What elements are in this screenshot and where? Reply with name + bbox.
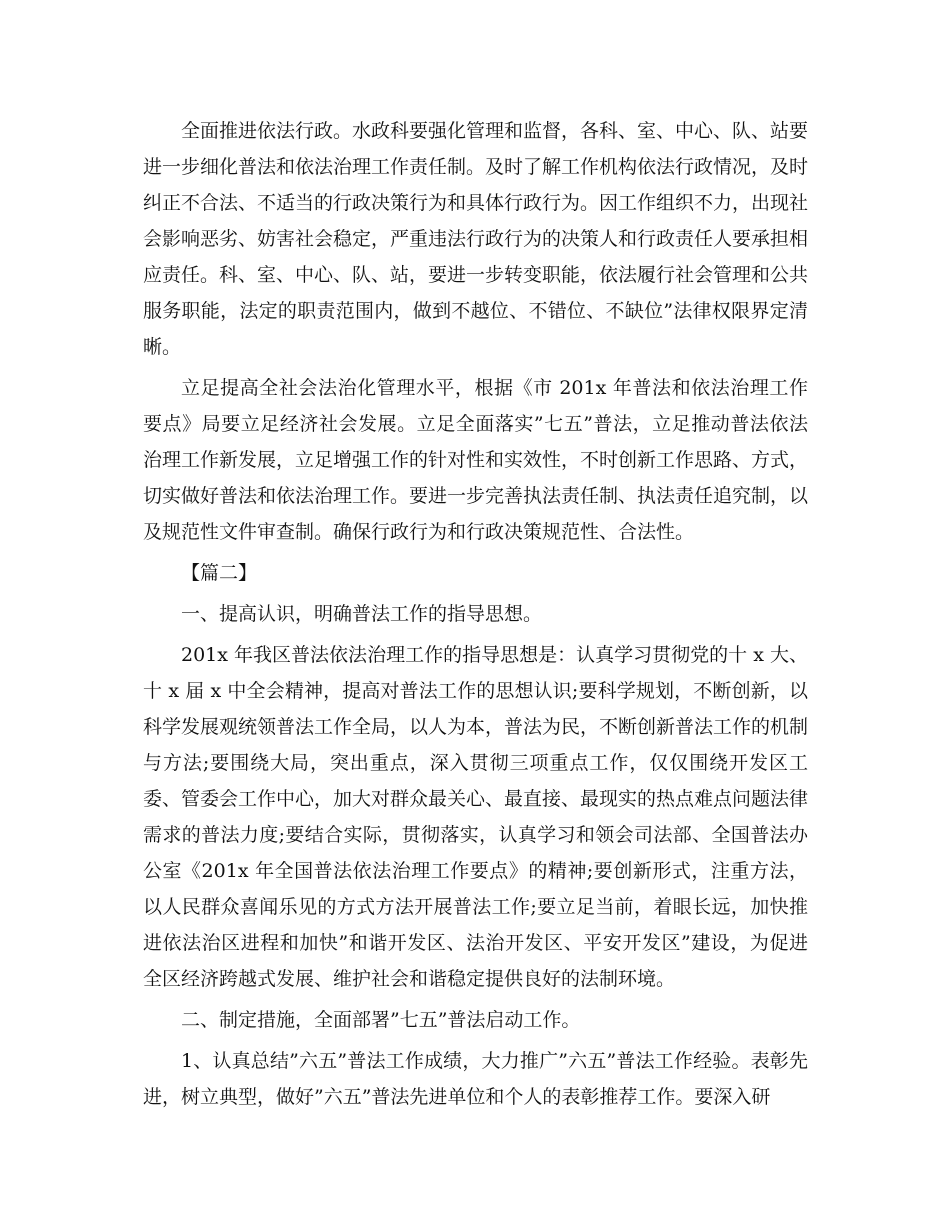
heading-one: 一、提高认识，明确普法工作的指导思想。 — [181, 603, 543, 625]
section-heading-part-two: 【篇二】 — [181, 562, 258, 584]
paragraph-item-one: 1、认真总结”六五”普法工作成绩，大力推广”六五”普法工作经验。表彰先进，树立典型，做好”六五”普法先进单位和个人的表彰推荐工作。要深入研 — [143, 1050, 808, 1108]
paragraph-rule-of-law-level: 立足提高全社会法治化管理水平，根据《市 201x 年普法和依法治理工作要点》局要立足经济社会发展。立足全面落实”七五”普法，立足推动普法依法治理工作新发展，立足增强工作的针对性和实效性，不时创新工作思路、方式，切实做好普法和依法治理工作。要进一步完善执法责任制、执法责任追究制，以及规范性文件审查制。确保行政行为和行政决策规范性、合法性。 — [143, 377, 809, 543]
document-body — [143, 113, 808, 1120]
paragraph-law-administration: 全面推进依法行政。水政科要强化管理和监督，各科、室、中心、队、站要进一步细化普法和依法治理工作责任制。及时了解工作机构依法行政情况，及时纠正不合法、不适当的行政决策行为和具体行政行为。因工作组织不力，出现社会影响恶劣、妨害社会稳定，严重违法行政行为的决策人和行政责任人要承担相应责任。科、室、中心、队、站，要进一步转变职能，依法履行社会管理和公共服务职能，法定的职责范围内，做到不越位、不错位、不缺位”法律权限界定清晰。 — [143, 120, 809, 358]
heading-two: 二、制定措施，全面部署”七五”普法启动工作。 — [181, 1009, 581, 1031]
paragraph-guiding-ideology: 201x 年我区普法依法治理工作的指导思想是：认真学习贯彻党的十 x 大、十 x 届 x 中全会精神，提高对普法工作的思想认识;要科学规划，不断创新，以科学发展观统领普法工作全局，以人为本，普法为民，不断创新普法工作的机制与方法;要围绕大局，突出重点，深入贯彻三项重点工作，仅仅围绕开发区工委、管委会工作中心，加大对群众最关心、最直接、最现实的热点难点问题法律需求的普法力度;要结合实际，贯彻落实，认真学习和领会司法部、全国普法办公室《201x 年全国普法依法治理工作要点》的精神;要创新形式，注重方法，以人民群众喜闻乐见的方式方法开展普法工作;要立足当前，着眼长远，加快推进依法治区进程和加快”和谐开发区、法治开发区、平安开发区”建设，为促进全区经济跨越式发展、维护社会和谐稳定提供良好的法制环境。 — [143, 644, 809, 990]
